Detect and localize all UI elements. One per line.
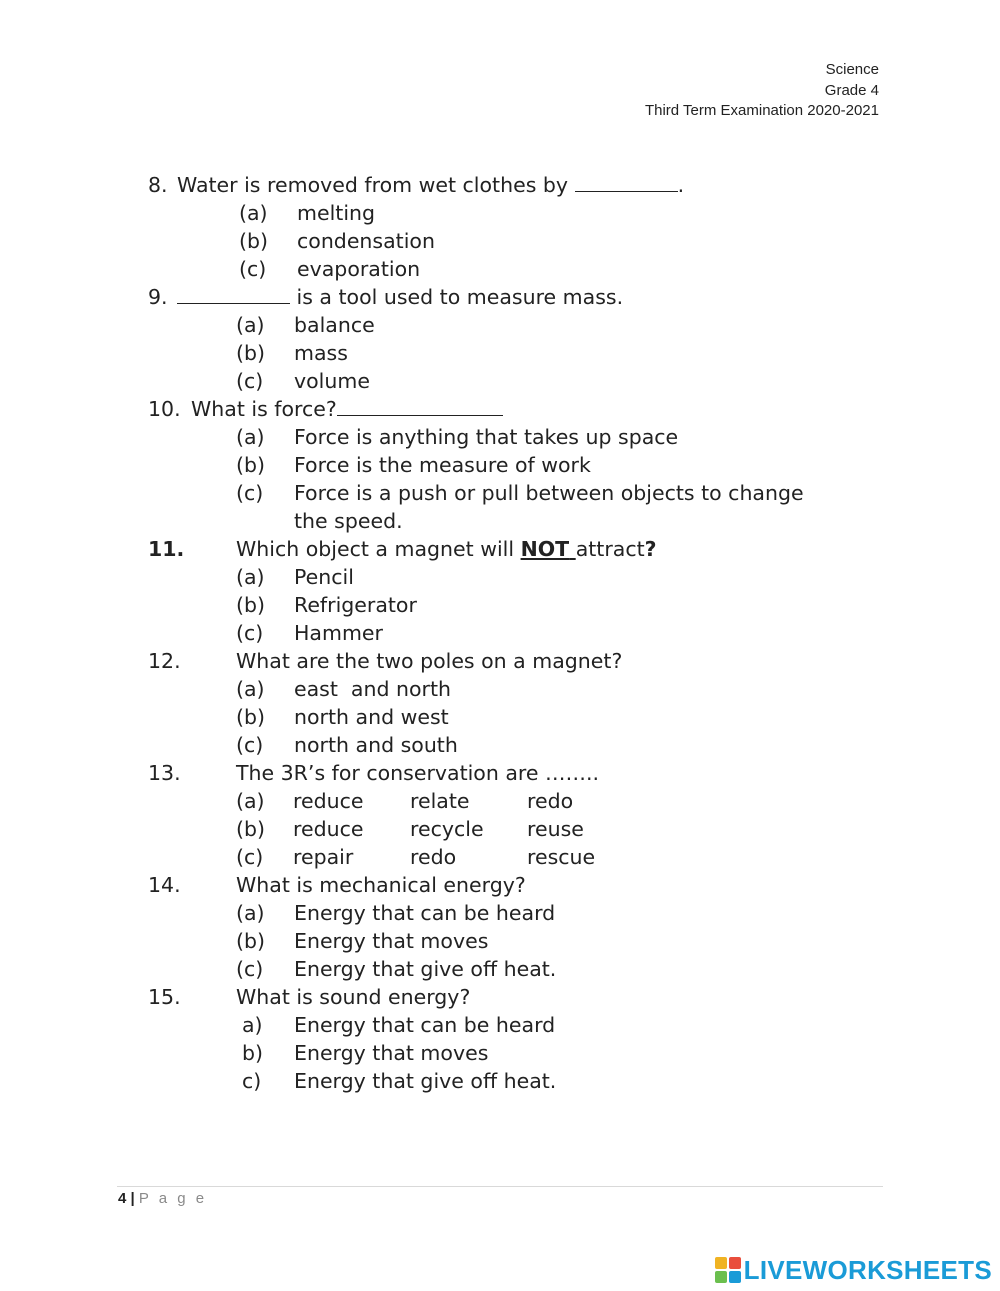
option-label: (c): [236, 845, 264, 869]
question-text: What is force?: [191, 397, 337, 421]
question-number: 9.: [148, 285, 168, 309]
option-text: north and south: [294, 733, 458, 757]
option[interactable]: [0, 227, 1000, 255]
answer-blank[interactable]: [575, 173, 678, 192]
option-label: (c): [236, 957, 264, 981]
option-label: (a): [236, 313, 265, 337]
option[interactable]: [0, 451, 1000, 479]
page-label: P a g e: [138, 1190, 208, 1207]
option-label: (b): [236, 453, 266, 477]
option-word: repair: [293, 845, 354, 869]
option[interactable]: [0, 479, 1000, 507]
option[interactable]: [0, 563, 1000, 591]
option[interactable]: [0, 367, 1000, 395]
option-label: (b): [236, 929, 266, 953]
question-list: [0, 171, 1000, 1095]
page-number: 4: [118, 1190, 127, 1207]
question-text: What are the two poles on a magnet?: [236, 649, 623, 673]
question-number: 15.: [148, 985, 181, 1009]
page-footer: [118, 1190, 207, 1207]
option-word: relate: [410, 789, 470, 813]
question-number: 10.: [148, 397, 181, 421]
option[interactable]: [0, 815, 1000, 843]
question-text: What is mechanical energy?: [236, 873, 526, 897]
option-text: mass: [294, 341, 348, 365]
option-label: (b): [239, 229, 269, 253]
option-text: Energy that give off heat.: [294, 1069, 557, 1093]
option-text: Energy that can be heard: [294, 1013, 556, 1037]
question-text: is a tool used to measure mass.: [296, 285, 624, 309]
option-label: (c): [236, 369, 264, 393]
option[interactable]: [0, 1011, 1000, 1039]
option[interactable]: [0, 1067, 1000, 1095]
option-label: (a): [236, 425, 265, 449]
option[interactable]: [0, 1039, 1000, 1067]
option[interactable]: [0, 927, 1000, 955]
option-text: volume: [294, 369, 370, 393]
question-14: [0, 871, 1000, 899]
question-number: 12.: [148, 649, 181, 673]
option-text: east and north: [294, 677, 452, 701]
question-text-end: attract: [575, 537, 645, 561]
option-word: rescue: [527, 845, 596, 869]
option-label: (b): [236, 817, 266, 841]
question-13: [0, 759, 1000, 787]
option-word: redo: [527, 789, 574, 813]
option-word: redo: [410, 845, 457, 869]
option-label: (a): [236, 677, 265, 701]
question-mark: ?: [644, 537, 657, 561]
question-number: 14.: [148, 873, 181, 897]
option[interactable]: [0, 731, 1000, 759]
emphasis-not: NOT: [520, 537, 570, 561]
question-number: 8.: [148, 173, 168, 197]
option-label: (b): [236, 593, 266, 617]
option[interactable]: [0, 199, 1000, 227]
option-label: (c): [236, 621, 264, 645]
answer-blank[interactable]: [177, 285, 290, 304]
question-number: 13.: [148, 761, 181, 785]
question-text: What is sound energy?: [236, 985, 471, 1009]
header-exam: Third Term Examination 2020-2021: [644, 102, 879, 119]
option-label: (c): [236, 481, 264, 505]
option-label: c): [242, 1069, 262, 1093]
option-text: Hammer: [294, 621, 383, 645]
option-label: a): [242, 1013, 263, 1037]
option[interactable]: [0, 899, 1000, 927]
option[interactable]: [0, 619, 1000, 647]
option-text: Refrigerator: [294, 593, 417, 617]
brand-name: LIVEWORKSHEETS: [743, 1254, 992, 1285]
question-11: [0, 535, 1000, 563]
option[interactable]: [0, 591, 1000, 619]
option-text: Energy that give off heat.: [294, 957, 557, 981]
option-label: (a): [236, 901, 265, 925]
option-text: Energy that moves: [294, 1041, 489, 1065]
option-text: Force is the measure of work: [294, 453, 591, 477]
question-text: Water is removed from wet clothes by: [177, 173, 575, 197]
option-text: north and west: [294, 705, 449, 729]
question-text: Which object a magnet will: [236, 537, 521, 561]
header-grade: Grade 4: [824, 81, 879, 99]
question-9: [0, 283, 1000, 311]
option-text-continued: the speed.: [294, 509, 403, 533]
option[interactable]: [0, 255, 1000, 283]
option-word: reduce: [293, 817, 364, 841]
question-15: [0, 983, 1000, 1011]
option[interactable]: [0, 675, 1000, 703]
option-continuation: [0, 507, 1000, 535]
liveworksheets-logo-icon: [715, 1257, 741, 1283]
option-label: (c): [236, 733, 264, 757]
option-text: Force is anything that takes up space: [294, 425, 679, 449]
header-subject: Science: [825, 61, 879, 78]
document-header: [645, 60, 879, 122]
option[interactable]: [0, 339, 1000, 367]
question-text-end: .: [677, 173, 685, 197]
answer-blank[interactable]: [337, 397, 503, 416]
option-text: Energy that can be heard: [294, 901, 556, 925]
question-10: [0, 395, 1000, 423]
option-text: melting: [297, 201, 376, 225]
question-number: 11.: [148, 537, 185, 561]
option-label: (a): [239, 201, 268, 225]
option-word: reduce: [293, 789, 364, 813]
option-word: recycle: [410, 817, 484, 841]
question-8: [0, 171, 1000, 199]
liveworksheets-brand: [715, 1255, 992, 1285]
question-text: The 3R’s for conservation are ……..: [236, 761, 600, 785]
option-text: evaporation: [297, 257, 421, 281]
option[interactable]: [0, 311, 1000, 339]
option[interactable]: [0, 703, 1000, 731]
option[interactable]: [0, 955, 1000, 983]
option-label: (a): [236, 565, 265, 589]
question-12: [0, 647, 1000, 675]
footer-separator: |: [130, 1190, 135, 1207]
option[interactable]: [0, 843, 1000, 871]
option[interactable]: [0, 423, 1000, 451]
option-text: Energy that moves: [294, 929, 489, 953]
option-text: balance: [294, 313, 375, 337]
footer-divider: [117, 1186, 883, 1187]
option-label: b): [242, 1041, 264, 1065]
option-text: condensation: [297, 229, 435, 253]
option-label: (c): [239, 257, 267, 281]
option-word: reuse: [527, 817, 584, 841]
option[interactable]: [0, 787, 1000, 815]
option-text: Force is a push or pull between objects to change: [294, 481, 804, 505]
option-text: Pencil: [294, 565, 354, 589]
option-label: (a): [236, 789, 265, 813]
option-label: (b): [236, 705, 266, 729]
option-label: (b): [236, 341, 266, 365]
